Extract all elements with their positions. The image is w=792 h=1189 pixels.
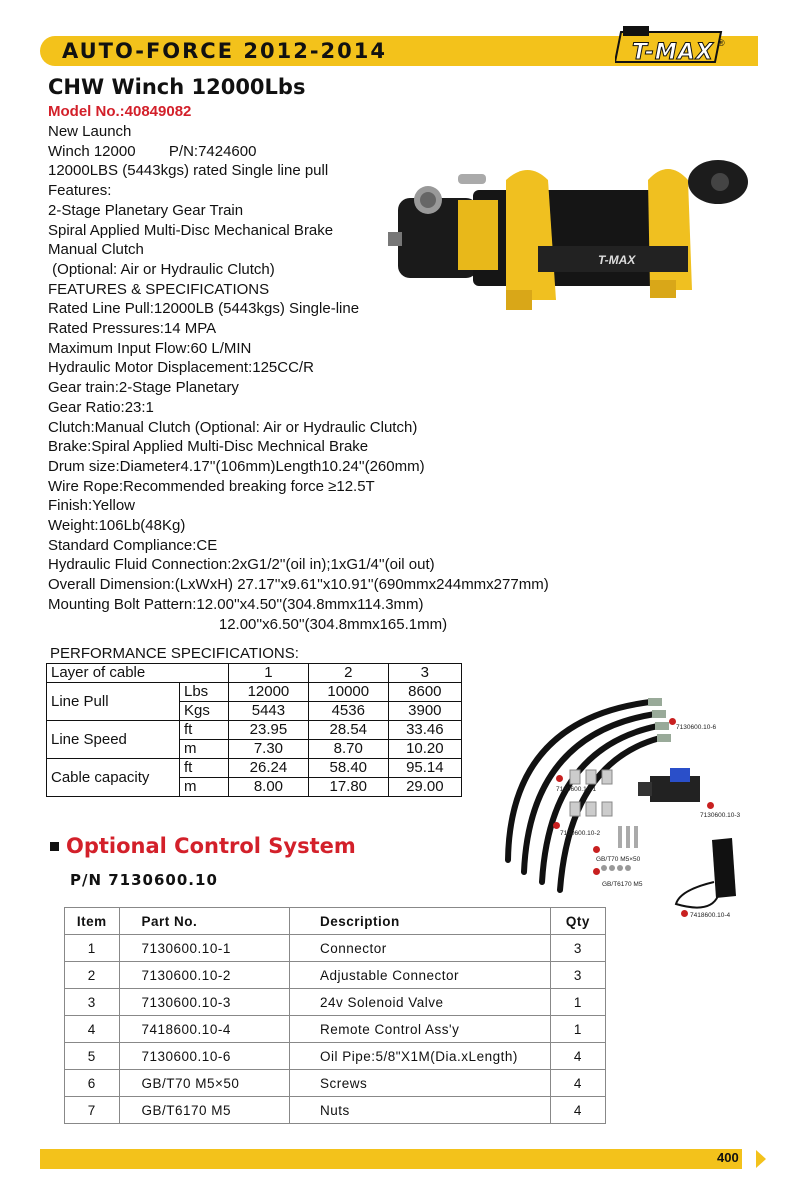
spec-line: Mounting Bolt Pattern:12.00''x4.50''(304.8mmx114.3mm) xyxy=(48,595,424,613)
table-cell: GB/T70 M5×50 xyxy=(119,1070,289,1097)
table-cell: 5 xyxy=(65,1043,120,1070)
table-cell: 4 xyxy=(550,1097,605,1124)
spec-line: Wire Rope:Recommended breaking force ≥12.5T xyxy=(48,477,375,495)
table-cell: GB/T6170 M5 xyxy=(119,1097,289,1124)
value-cell: 10000 xyxy=(308,683,388,702)
table-cell: 4 xyxy=(550,1070,605,1097)
unit-cell: ft xyxy=(180,759,229,778)
spec-line: Maximum Input Flow:60 L/MIN xyxy=(48,339,252,357)
kit-label-screws: GB/T70 M5×50 xyxy=(596,856,641,863)
unit-cell: m xyxy=(180,740,229,759)
registered-mark: ® xyxy=(718,38,725,48)
page-number: 400 xyxy=(717,1150,739,1165)
spec-line: Gear Ratio:23:1 xyxy=(48,398,154,416)
table-cell: 1 xyxy=(550,1016,605,1043)
spec-line: Spiral Applied Multi-Disc Mechanical Brake xyxy=(48,221,334,239)
column-header: Qty xyxy=(550,908,605,935)
performance-table xyxy=(46,663,462,797)
table-cell: 7130600.10-2 xyxy=(119,962,289,989)
kit-part-number: P/N 7130600.10 xyxy=(70,871,218,889)
value-cell: 17.80 xyxy=(308,778,388,797)
spec-line: Weight:106Lb(48Kg) xyxy=(48,517,186,534)
unit-cell: Kgs xyxy=(180,702,229,721)
winch-photo xyxy=(388,150,756,320)
layer-label: Layer of cable xyxy=(47,664,229,683)
spec-line: Rated Pressures:14 MPA xyxy=(48,320,217,337)
unit-cell: m xyxy=(180,778,229,797)
table-row xyxy=(65,962,606,989)
model-number: Model No.:40849082 xyxy=(48,103,192,120)
layer-number: 2 xyxy=(308,664,388,683)
table-cell: 24v Solenoid Valve xyxy=(289,989,550,1016)
value-cell: 8600 xyxy=(388,683,461,702)
svg-text:T-MAX: T-MAX xyxy=(598,253,636,267)
spec-line: 12000LBS (5443kgs) rated Single line pull xyxy=(48,162,329,180)
table-cell: Screws xyxy=(289,1070,550,1097)
product-title: CHW Winch 12000Lbs xyxy=(48,75,306,99)
kit-label-pipe: 7130600.10-6 xyxy=(676,724,717,731)
value-cell: 12000 xyxy=(229,683,309,702)
spec-line: Overall Dimension:(LxWxH) 27.17''x9.61''x10.91''(690mmx244mmx277mm) xyxy=(48,576,549,594)
spec-line: New Launch xyxy=(48,123,132,140)
table-cell: 7130600.10-3 xyxy=(119,989,289,1016)
table-cell: 3 xyxy=(550,935,605,962)
performance-caption: PERFORMANCE SPECIFICATIONS: xyxy=(50,645,299,662)
value-cell: 5443 xyxy=(229,702,309,721)
spec-line: Rated Line Pull:12000LB (5443kgs) Single-line xyxy=(48,300,360,318)
kit-marker xyxy=(681,910,688,917)
row-label: Line Pull xyxy=(47,683,180,721)
column-header: Item xyxy=(65,908,120,935)
value-cell: 4536 xyxy=(308,702,388,721)
spec-line: 2-Stage Planetary Gear Train xyxy=(48,201,244,219)
section-bullet xyxy=(50,842,59,851)
table-header-row xyxy=(47,664,462,683)
kit-marker xyxy=(593,846,600,853)
kit-marker xyxy=(669,718,676,725)
value-cell: 58.40 xyxy=(308,759,388,778)
spec-line: (Optional: Air or Hydraulic Clutch) xyxy=(48,260,275,278)
value-cell: 8.00 xyxy=(229,778,309,797)
column-header: Part No. xyxy=(119,908,289,935)
table-cell: 6 xyxy=(65,1070,120,1097)
table-cell: 1 xyxy=(65,935,120,962)
table-cell: Nuts xyxy=(289,1097,550,1124)
table-cell: 3 xyxy=(550,962,605,989)
table-header-row xyxy=(65,908,606,935)
spec-line: Manual Clutch xyxy=(48,241,144,259)
spec-line: Standard Compliance:CE xyxy=(48,536,218,554)
table-cell: Remote Control Ass'y xyxy=(289,1016,550,1043)
kit-label-adjustable: 7130600.10-2 xyxy=(560,830,601,837)
unit-cell: ft xyxy=(180,721,229,740)
table-cell: 7130600.10-1 xyxy=(119,935,289,962)
section-title: Optional Control System xyxy=(66,834,356,858)
spec-line: 12.00''x6.50''(304.8mmx165.1mm) xyxy=(48,615,448,633)
brand-name: T-MAX xyxy=(632,40,714,65)
table-cell: 3 xyxy=(65,989,120,1016)
table-row xyxy=(65,989,606,1016)
value-cell: 7.30 xyxy=(229,740,309,759)
spec-line: Brake:Spiral Applied Multi-Disc Mechnical Brake xyxy=(48,438,369,456)
value-cell: 10.20 xyxy=(388,740,461,759)
value-cell: 8.70 xyxy=(308,740,388,759)
spec-line: Hydraulic Motor Displacement:125CC/R xyxy=(48,359,314,377)
value-cell: 26.24 xyxy=(229,759,309,778)
catalog-title: AUTO-FORCE 2012-2014 xyxy=(62,39,387,63)
kit-marker xyxy=(593,868,600,875)
table-row xyxy=(65,1016,606,1043)
footer-band xyxy=(40,1149,740,1169)
value-cell: 33.46 xyxy=(388,721,461,740)
spec-line: Drum size:Diameter4.17''(106mm)Length10.24''(260mm) xyxy=(48,457,425,475)
value-cell: 23.95 xyxy=(229,721,309,740)
spec-line: Gear train:2-Stage Planetary xyxy=(48,379,239,397)
column-header: Description xyxy=(289,908,550,935)
table-cell: 4 xyxy=(65,1016,120,1043)
kit-marker xyxy=(553,822,560,829)
kit-label-nuts: GB/T6170 M5 xyxy=(602,881,643,888)
table-cell: Adjustable Connector xyxy=(289,962,550,989)
table-row xyxy=(47,759,462,778)
row-label: Line Speed xyxy=(47,721,180,759)
parts-table xyxy=(64,907,606,1124)
table-row xyxy=(47,721,462,740)
table-cell: 2 xyxy=(65,962,120,989)
spec-line: Features: xyxy=(48,182,112,200)
table-row xyxy=(65,935,606,962)
value-cell: 95.14 xyxy=(388,759,461,778)
layer-number: 1 xyxy=(229,664,309,683)
table-cell: 1 xyxy=(550,989,605,1016)
kit-label-connector: 7130600.10-1 xyxy=(556,786,597,793)
table-cell: 7418600.10-4 xyxy=(119,1016,289,1043)
table-cell: 7130600.10-6 xyxy=(119,1043,289,1070)
control-kit-photo xyxy=(480,690,780,930)
layer-number: 3 xyxy=(388,664,461,683)
table-row xyxy=(65,1043,606,1070)
table-row xyxy=(65,1070,606,1097)
table-row xyxy=(65,1097,606,1124)
table-cell: Connector xyxy=(289,935,550,962)
value-cell: 29.00 xyxy=(388,778,461,797)
table-cell: 4 xyxy=(550,1043,605,1070)
value-cell: 28.54 xyxy=(308,721,388,740)
spec-line: Hydraulic Fluid Connection:2xG1/2''(oil in);1xG1/4''(oil out) xyxy=(48,556,435,574)
value-cell: 3900 xyxy=(388,702,461,721)
table-row xyxy=(47,683,462,702)
spec-line: Finish:Yellow xyxy=(48,497,135,515)
spec-line: FEATURES & SPECIFICATIONS xyxy=(48,280,270,298)
next-page-arrow xyxy=(756,1150,766,1168)
table-cell: 7 xyxy=(65,1097,120,1124)
kit-marker xyxy=(707,802,714,809)
spec-line: Winch 12000 P/N:7424600 xyxy=(48,142,257,160)
unit-cell: Lbs xyxy=(180,683,229,702)
table-cell: Oil Pipe:5/8"X1M(Dia.xLength) xyxy=(289,1043,550,1070)
kit-label-remote: 7418600.10-4 xyxy=(690,912,731,919)
kit-label-valve: 7130600.10-3 xyxy=(700,812,741,819)
spec-line: Clutch:Manual Clutch (Optional: Air or Hydraulic Clutch) xyxy=(48,418,418,436)
row-label: Cable capacity xyxy=(47,759,180,797)
kit-marker xyxy=(556,775,563,782)
